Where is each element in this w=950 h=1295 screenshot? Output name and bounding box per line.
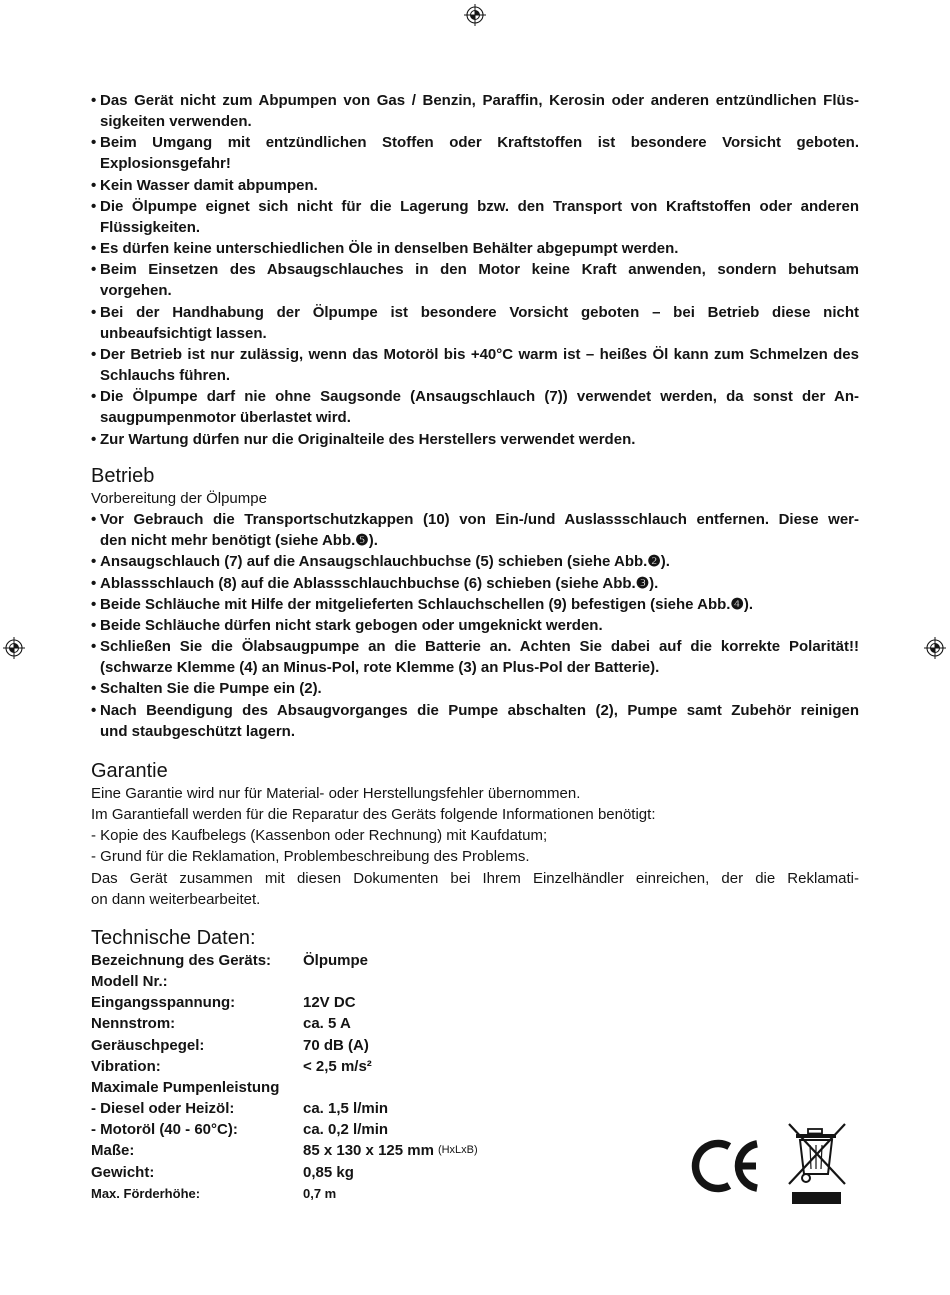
tech-value-note: (HxLxB): [437, 1144, 478, 1157]
bullet-marker: •: [91, 92, 97, 109]
bullet-item: [91, 386, 859, 428]
text-line: [100, 111, 859, 132]
betrieb-section: [91, 488, 859, 742]
line-text: Zur Wartung dürfen nur die Originalteile des Herstellers verwendet werden.: [100, 430, 636, 448]
bullet-marker: •: [91, 345, 97, 363]
line-text: Flüssigkeiten.: [100, 218, 201, 236]
section-heading-garantie: Garantie: [91, 760, 168, 782]
tech-row: [91, 1098, 859, 1119]
line-text: Beide Schläuche mit Hilfe der mitgelieferten Schlauchschellen (9) befestigen (siehe Abb.❹).: [100, 595, 754, 613]
bullet-item: [91, 509, 859, 551]
tech-label: Bezeichnung des Geräts:: [91, 952, 272, 969]
bullet-marker: •: [91, 240, 97, 258]
line-text: Eine Garantie wird nur für Material- oder Herstellungsfehler übernommen.: [91, 785, 581, 802]
paragraph: [91, 804, 859, 825]
garantie-text: [91, 783, 859, 910]
text-line: [91, 302, 859, 323]
ce-letter-e-bar: [739, 1163, 756, 1170]
line-text: Die Ölpumpe eignet sich nicht für die Lagerung bzw. den Transport von Kraftstoffen oder anderen: [100, 197, 859, 215]
tech-label: Max. Förderhöhe:: [91, 1185, 201, 1201]
bullet-marker: •: [91, 638, 97, 656]
line-text: on dann weiterbearbeitet.: [91, 890, 261, 908]
bullet-marker: •: [91, 701, 97, 719]
tech-label: Vibration:: [91, 1057, 161, 1075]
text-line: [91, 825, 859, 846]
bullet-item: [91, 90, 859, 132]
line-text: unbeaufsichtigt lassen.: [100, 324, 267, 342]
bullet-item: [91, 196, 859, 238]
ce-mark-icon: [688, 1136, 764, 1196]
tech-label: Nennstrom:: [91, 1015, 176, 1033]
line-text: Die Ölpumpe darf nie ohne Saugsonde (Ansaugschlauch (7)) verwendet werden, da sonst der An-: [100, 388, 859, 406]
tech-label: - Diesel oder Heizöl:: [91, 1100, 235, 1118]
line-text: Im Garantiefall werden für die Reparatur des Geräts folgende Informationen benötigt:: [91, 806, 656, 824]
bullet-marker: •: [91, 511, 97, 529]
bullet-marker: •: [91, 553, 97, 571]
line-text: Schließen Sie die Ölabsaugpumpe an die Batterie an. Achten Sie dabei auf die korrekte Polarität!!: [100, 638, 859, 656]
line-text: - Grund für die Reklamation, Problembeschreibung des Problems.: [91, 848, 530, 866]
text-line: [91, 678, 859, 699]
tech-value: 70 dB (A): [303, 1036, 369, 1054]
bullet-marker: •: [91, 430, 97, 448]
text-line: [91, 594, 859, 615]
bullet-marker: •: [91, 197, 97, 215]
tech-value: Ölpumpe: [303, 952, 369, 969]
text-line: [100, 217, 859, 238]
text-line: [91, 700, 859, 721]
section-heading-betrieb: Betrieb: [91, 465, 155, 487]
line-text: Beide Schläuche dürfen nicht stark gebogen oder umgeknickt werden.: [100, 616, 603, 634]
paragraph: [91, 783, 859, 804]
text-line: [91, 90, 859, 111]
betrieb-steps-list: [91, 509, 859, 742]
bullet-marker: •: [91, 303, 97, 321]
text-line: [91, 429, 859, 450]
tech-row: [91, 971, 859, 992]
line-text: Es dürfen keine unterschiedlichen Öle in denselben Behälter abgepumpt werden.: [100, 240, 679, 258]
paragraph: [91, 868, 859, 910]
bullet-marker: •: [91, 595, 97, 613]
bullet-item: [91, 594, 859, 615]
tech-label: Maße:: [91, 1142, 135, 1160]
line-text: Das Gerät zusammen mit diesen Dokumenten bei Ihrem Einzelhändler einreichen, der die Reklamati-: [91, 869, 859, 887]
bullet-item: [91, 573, 859, 594]
tech-row: [91, 950, 859, 971]
tech-value: 0,7 m: [303, 1185, 337, 1201]
line-text: den nicht mehr benötigt (siehe Abb.❺).: [100, 532, 378, 550]
text-line: [100, 280, 859, 301]
text-line: [91, 259, 859, 280]
text-line: [100, 530, 859, 551]
line-text: Nach Beendigung des Absaugvorganges die Pumpe abschalten (2), Pumpe samt Zubehör reinigen: [100, 701, 859, 719]
text-line: [91, 509, 859, 530]
text-line: [91, 132, 859, 153]
bullet-item: [91, 700, 859, 742]
text-line: [91, 196, 859, 217]
text-line: [91, 615, 859, 636]
bullet-item: [91, 238, 859, 259]
bullet-marker: •: [91, 261, 97, 279]
tech-value: ca. 1,5 l/min: [303, 1100, 389, 1118]
line-text: sigkeiten verwenden.: [100, 113, 252, 131]
line-text: - Kopie des Kaufbelegs (Kassenbon oder Rechnung) mit Kaufdatum;: [91, 827, 548, 845]
line-text: saugpumpenmotor überlastet wird.: [100, 409, 351, 427]
tech-value: < 2,5 m/s²: [303, 1057, 372, 1075]
tech-value: 85 x 130 x 125 mm: [303, 1142, 434, 1160]
safety-instructions-list: [91, 90, 859, 450]
text-line: [91, 783, 859, 804]
tech-row: [91, 992, 859, 1013]
text-line: [91, 344, 859, 365]
tech-value: ca. 0,2 l/min: [303, 1121, 389, 1139]
tech-row: [91, 1013, 859, 1034]
text-line: [91, 175, 859, 196]
bullet-item: [91, 678, 859, 699]
line-text: Der Betrieb ist nur zulässig, wenn das Motoröl bis +40°C warm ist – heißes Öl kann zum Schmelzen des: [100, 345, 859, 363]
tech-label: Modell Nr.:: [91, 973, 168, 991]
weee-bar: [792, 1192, 841, 1204]
tech-value: 12V DC: [303, 994, 356, 1012]
bullet-marker: •: [91, 680, 97, 698]
registration-mark-right-icon: [924, 637, 946, 659]
section-heading-technische-daten: Technische Daten:: [91, 927, 256, 949]
line-text: Kein Wasser damit abpumpen.: [100, 176, 318, 194]
bullet-item: [91, 259, 859, 301]
text-line: [100, 153, 859, 174]
tech-label: - Motoröl (40 - 60°C):: [91, 1121, 238, 1139]
text-line: [100, 657, 859, 678]
text-line: [100, 407, 859, 428]
registration-mark-top-icon: [464, 4, 486, 26]
text-line: [91, 386, 859, 407]
bullet-marker: •: [91, 574, 97, 592]
text-line: [100, 721, 859, 742]
text-line: [91, 889, 859, 910]
subheading-vorbereitung: Vorbereitung der Ölpumpe: [91, 490, 267, 507]
text-line: [100, 323, 859, 344]
line-text: (schwarze Klemme (4) an Minus-Pol, rote Klemme (3) an Plus-Pol der Batterie).: [100, 659, 660, 677]
text-line: [100, 365, 859, 386]
registration-mark-left-icon: [3, 637, 25, 659]
bullet-marker: •: [91, 616, 97, 634]
line-text: Bei der Handhabung der Ölpumpe ist besondere Vorsicht geboten – bei Betrieb diese nicht: [100, 303, 859, 321]
line-text: Beim Umgang mit entzündlichen Stoffen oder Kraftstoffen ist besondere Vorsicht geboten.: [100, 134, 859, 152]
tech-row-group-heading: [91, 1077, 859, 1098]
paragraph: [91, 846, 859, 867]
bullet-item: [91, 429, 859, 450]
line-text: Das Gerät nicht zum Abpumpen von Gas / Benzin, Paraffin, Kerosin oder anderen entzündlichen Flüs-: [100, 92, 859, 109]
line-text: und staubgeschützt lagern.: [100, 722, 296, 740]
text-line: [91, 636, 859, 657]
bullet-marker: •: [91, 176, 97, 194]
text-line: [91, 846, 859, 867]
text-line: [91, 238, 859, 259]
paragraph: [91, 825, 859, 846]
bullet-item: [91, 302, 859, 344]
line-text: Vor Gebrauch die Transportschutzkappen (10) von Ein-/und Auslassschlauch entfernen. Diese wer-: [100, 511, 859, 529]
text-line: [91, 573, 859, 594]
bullet-marker: •: [91, 388, 97, 406]
bullet-marker: •: [91, 134, 97, 152]
crossed-out-wheelie-bin-icon: [786, 1120, 848, 1208]
tech-row: [91, 1035, 859, 1056]
tech-label: Geräuschpegel:: [91, 1036, 205, 1054]
bullet-item: [91, 132, 859, 174]
tech-group-label: Maximale Pumpenleistung: [91, 1078, 280, 1096]
tech-label: Gewicht:: [91, 1163, 155, 1181]
line-text: Ansaugschlauch (7) auf die Ansaugschlauchbuchse (5) schieben (siehe Abb.❷).: [100, 553, 670, 571]
line-text: vorgehen.: [100, 282, 172, 300]
text-line: [91, 804, 859, 825]
line-text: Explosionsgefahr!: [100, 155, 231, 173]
bullet-item: [91, 636, 859, 678]
ce-letter-c: [696, 1144, 730, 1189]
bullet-item: [91, 551, 859, 572]
tech-value: ca. 5 A: [303, 1015, 351, 1033]
bullet-item: [91, 615, 859, 636]
text-line: [91, 868, 859, 889]
tech-label: Eingangsspannung:: [91, 994, 236, 1012]
tech-row: [91, 1056, 859, 1077]
text-line: [91, 551, 859, 572]
bullet-item: [91, 344, 859, 386]
line-text: Ablassschlauch (8) auf die Ablassschlauchbuchse (6) schieben (siehe Abb.❸).: [100, 574, 659, 592]
line-text: Schlauchs führen.: [100, 367, 231, 385]
line-text: Beim Einsetzen des Absaugschlauches in den Motor keine Kraft anwenden, sondern behutsam: [100, 261, 859, 279]
bullet-item: [91, 175, 859, 196]
tech-value: 0,85 kg: [303, 1163, 354, 1181]
line-text: Schalten Sie die Pumpe ein (2).: [100, 680, 322, 698]
